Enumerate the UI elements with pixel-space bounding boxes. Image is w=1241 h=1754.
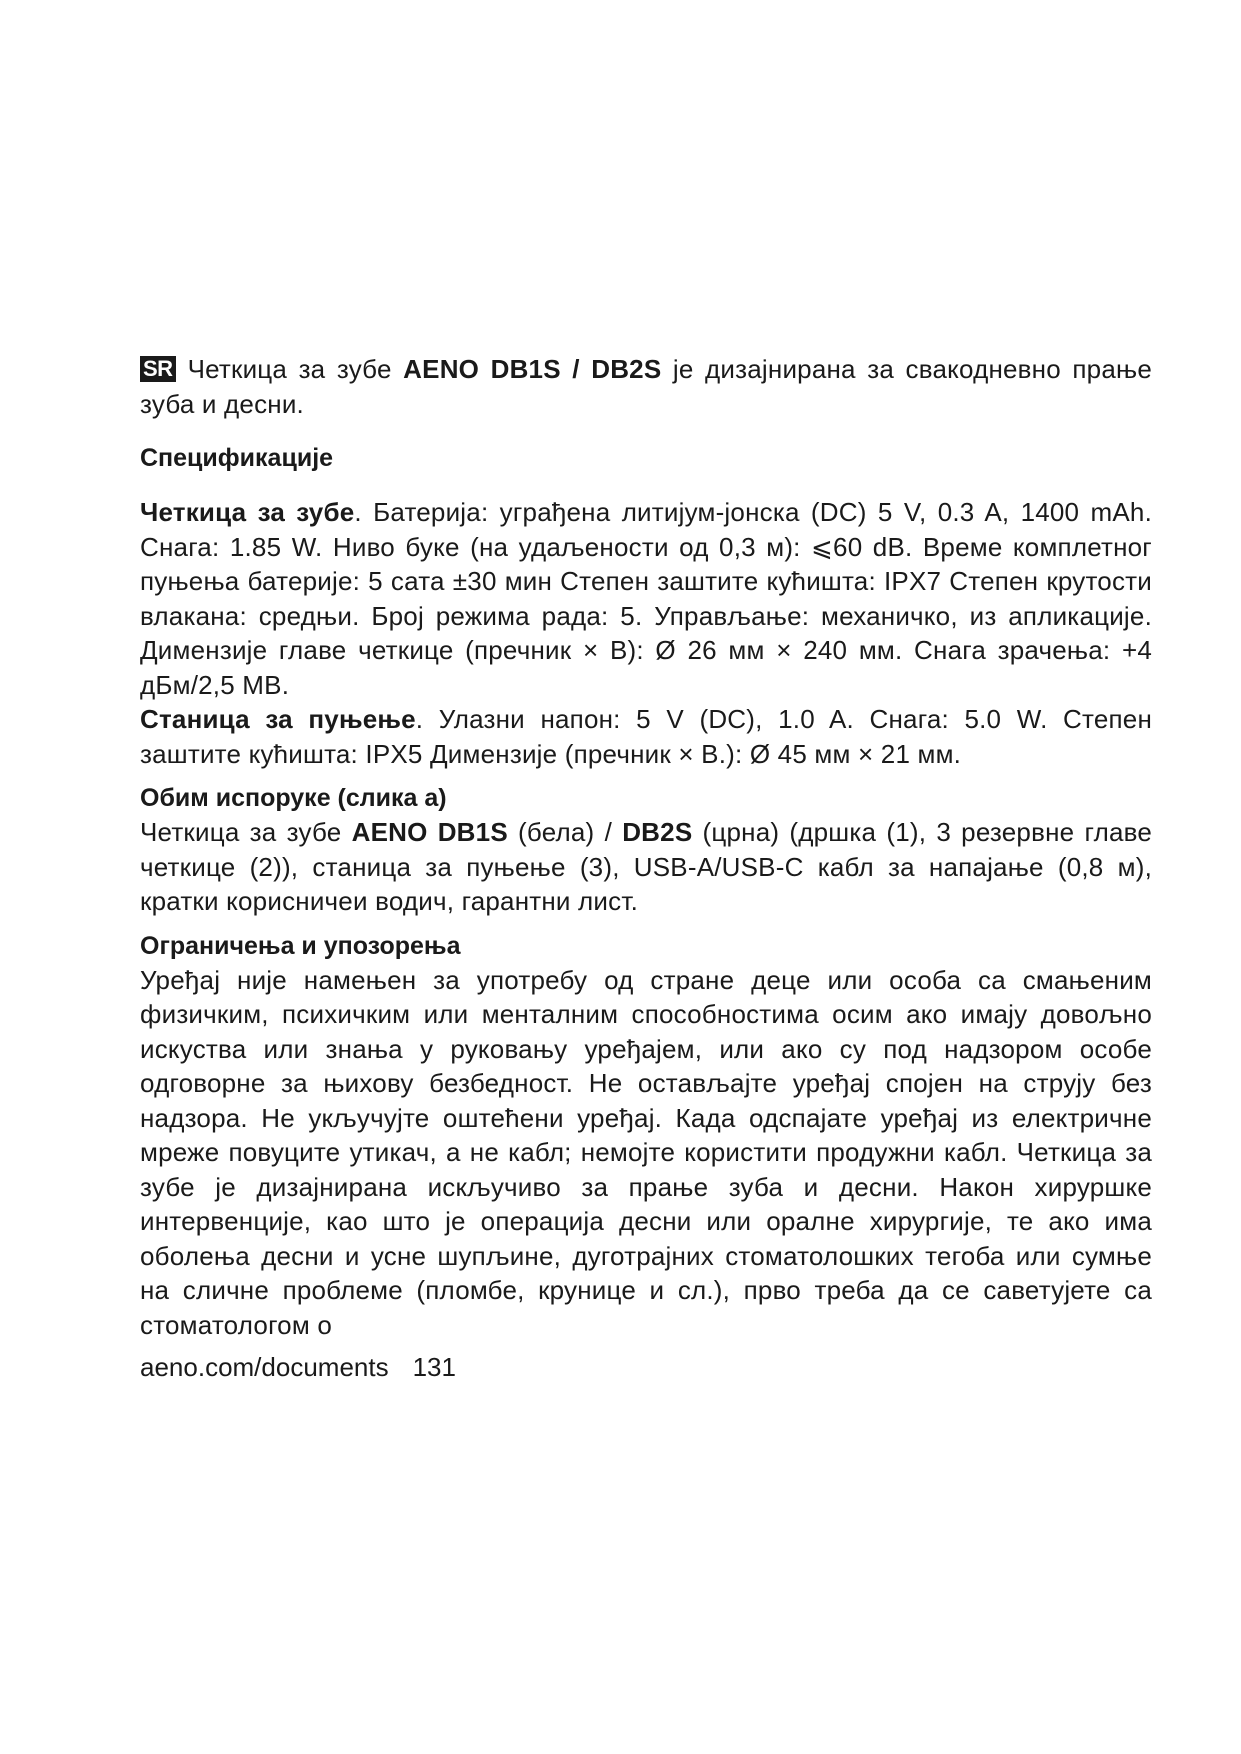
delivery-heading: Обим испоруке (слика а) — [140, 784, 447, 812]
warnings-paragraph: Уређај није намењен за употребу од стране деце или особа са смањеним физичким, психичким или менталним способностима осим ако имају довољно искуства или знања у руковању уређајем, или ако су под надзором особе одговорне за њихову безбедност. Не остављајте уређај спојен на струју без надзора. Не укључујте оштећени уређај. Када одспајате уређај из електричне мреже повуците утикач, а не кабл; немојте користити продужни кабл. Четкица за зубе је дизајнирана искључиво за прање зуба и десни. Након хируршке интервенције, као што је операција десни или оралне хирургије, те ако има оболења десни и усне шупљине, дуготрајних стоматолошких тегоба или сумње на сличне проблеме (пломбе, крунице и сл.), прво треба да се саветујете са стоматологом о — [140, 964, 1152, 1340]
document-page — [140, 352, 1152, 1384]
delivery-model-1: AENO DB1S — [351, 817, 508, 847]
intro-text-1: Четкица за зубе — [187, 354, 404, 384]
toothbrush-spec-paragraph — [140, 495, 1152, 702]
page-footer — [140, 1350, 1152, 1384]
toothbrush-spec-text: . Батерија: уграђена литијум-јонска (DC) 5 V, 0.3 A, 1400 mAh. Снага: 1.85 W. Ниво буке (на удаљености од 0,3 м): ⩽60 dB. Време комплетног пуњења батерије: 5 сата ±30 мин Степен заштите кућишта: IPX7 Степен крутости влакана: средњи. Број режима рада: 5. Управљање: механичко, из апликације. Димензије главе четкице (пречник × В): Ø 26 мм × 240 мм. Снага зрачења: +4 дБм/2,5 МВ. — [140, 497, 1152, 700]
delivery-text-1: Четкица за зубе — [140, 817, 352, 847]
warnings-heading: Ограничења и упозорења — [140, 931, 461, 960]
footer-url: aeno.com/documents — [140, 1352, 389, 1382]
intro-product-name: AENO DB1S / DB2S — [403, 354, 662, 384]
station-spec-text: . Улазни напон: 5 V (DC), 1.0 A. Снага: 5.0 W. Степен заштите кућишта: IPX5 Димензије (пречник × В.): Ø 45 мм × 21 мм. — [140, 704, 1153, 769]
delivery-paragraph — [140, 815, 1152, 919]
intro-text-2: је дизајнирана за свакодневно прање зуба и десни. — [140, 354, 1152, 419]
station-spec-paragraph — [140, 702, 1152, 771]
intro-paragraph — [140, 352, 1152, 421]
language-badge: SR — [140, 356, 176, 382]
specs-heading: Спецификације — [140, 444, 334, 472]
delivery-model-2: DB2S — [622, 817, 693, 847]
delivery-text-3: (црна) (дршка (1), 3 резервне главе четкице (2)), станица за пуњење (3), USB-A/USB-C кабл за напајање (0,8 м), кратки корисничеи водич, гарантни лист. — [140, 817, 1153, 916]
page-number: 131 — [412, 1352, 456, 1382]
toothbrush-label: Четкица за зубе — [140, 497, 355, 527]
station-label: Станица за пуњење — [140, 704, 416, 734]
delivery-text-2: (бела) / — [507, 817, 623, 847]
